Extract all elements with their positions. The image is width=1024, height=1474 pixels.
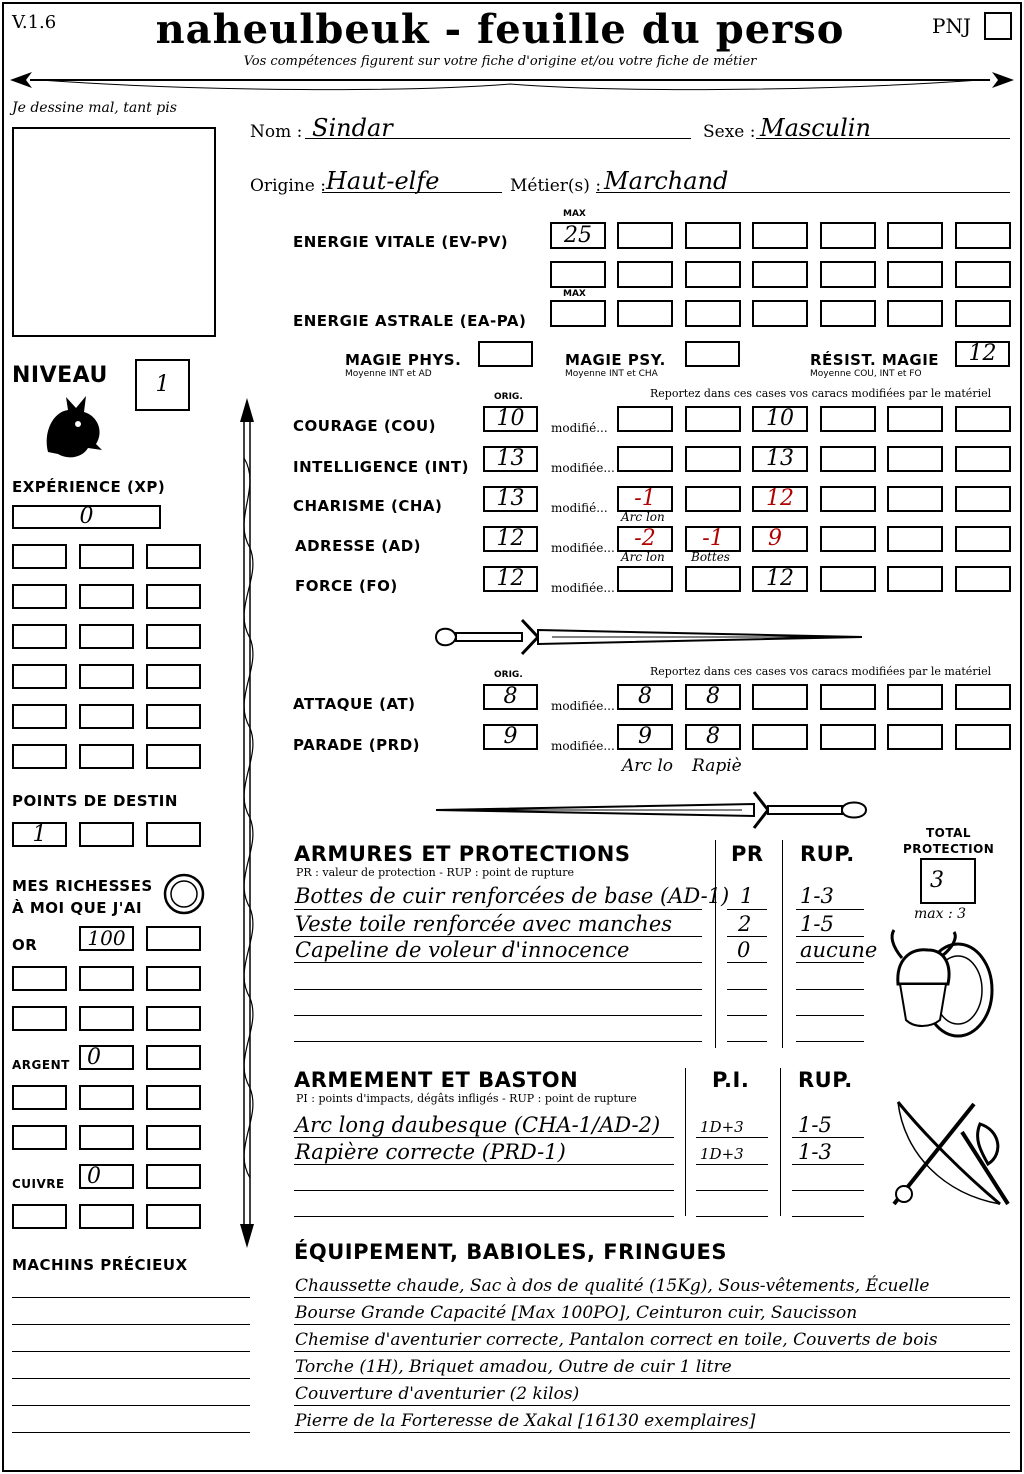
arme-name[interactable]: Arc long daubesque (CHA-1/AD-2) — [295, 1113, 661, 1137]
equipement-title: ÉQUIPEMENT, BABIOLES, FRINGUES — [294, 1240, 727, 1264]
machins-label: MACHINS PRÉCIEUX — [12, 1256, 188, 1274]
or-box[interactable] — [146, 926, 201, 951]
armures-rup-header: RUP. — [800, 842, 855, 866]
argent-box[interactable] — [79, 1045, 134, 1070]
richesses-label-2: À MOI QUE J'AI — [12, 899, 143, 917]
combat-note-1: Arc lo — [622, 756, 673, 776]
fo-mod-box[interactable] — [887, 566, 943, 592]
xp-box[interactable] — [12, 544, 67, 569]
total-protection-label-2: PROTECTION — [903, 842, 995, 856]
ev-box[interactable] — [752, 261, 808, 288]
ad-mod-label: modifiée... — [551, 541, 615, 555]
arme-line — [792, 1164, 864, 1165]
xp-box[interactable] — [79, 704, 134, 729]
cuivre-value: 0 — [87, 1164, 101, 1189]
armure-pr[interactable]: 2 — [738, 912, 752, 936]
cou-mod-box[interactable] — [887, 406, 943, 432]
sexe-label: Sexe : — [703, 122, 756, 142]
prd-mod-box[interactable] — [617, 724, 673, 750]
or-value: 100 — [87, 926, 126, 950]
cuivre-box[interactable] — [79, 1164, 134, 1189]
cha-mod-box[interactable] — [685, 486, 741, 512]
ev-box[interactable] — [752, 222, 808, 249]
armure-pr[interactable]: 1 — [740, 884, 754, 908]
ad-mod2-value: -1 — [702, 526, 724, 551]
spear-divider-icon — [10, 66, 1014, 96]
argent-box[interactable] — [12, 1125, 67, 1150]
ad-mod-box[interactable] — [617, 526, 673, 552]
xp-box[interactable] — [146, 704, 201, 729]
cou-mod-box[interactable] — [955, 406, 1011, 432]
fo-mod-box[interactable] — [955, 566, 1011, 592]
resist-magie-box[interactable] — [955, 341, 1010, 367]
cha-mod1-note: Arc lon — [621, 510, 665, 524]
ev-box[interactable] — [820, 261, 876, 288]
machins-line — [12, 1351, 250, 1352]
ea-box[interactable] — [752, 300, 808, 327]
or-box[interactable] — [146, 966, 201, 991]
total-protection-value: 3 — [930, 868, 944, 893]
int-final-value: 13 — [766, 446, 794, 471]
argent-box[interactable] — [146, 1085, 201, 1110]
armures-col-divider — [782, 840, 783, 1048]
armure-line — [796, 962, 864, 963]
origine-line — [322, 192, 502, 193]
arme-line — [294, 1164, 674, 1165]
report-note: Reportez dans ces cases vos caracs modifiées par le matériel — [650, 387, 992, 400]
arme-line — [294, 1137, 674, 1138]
armure-rup[interactable]: aucune — [800, 938, 878, 962]
cou-mod-box[interactable] — [820, 406, 876, 432]
prd-mod2-value: 8 — [706, 724, 720, 749]
ad-label: ADRESSE (AD) — [295, 537, 422, 555]
machins-line — [12, 1378, 250, 1379]
destin-box[interactable] — [79, 822, 134, 847]
magie-phys-box[interactable] — [478, 341, 533, 367]
at-mod-box[interactable] — [820, 684, 876, 710]
cou-orig-value: 10 — [496, 406, 525, 431]
magie-psy-note: Moyenne INT et CHA — [565, 369, 658, 379]
arme-line — [792, 1216, 864, 1217]
armure-name[interactable]: Bottes de cuir renforcées de base (AD-1) — [295, 884, 730, 908]
armure-line — [294, 936, 702, 937]
arme-line — [792, 1190, 864, 1191]
armure-line — [294, 909, 702, 910]
cha-label: CHARISME (CHA) — [293, 497, 443, 515]
ea-box[interactable] — [955, 300, 1011, 327]
ad-mod1-note: Arc lon — [621, 550, 665, 564]
armement-rup-header: RUP. — [798, 1068, 853, 1092]
at-mod-box[interactable] — [617, 684, 673, 710]
ad-orig-value: 12 — [496, 526, 525, 551]
armure-line — [294, 989, 702, 990]
prd-mod-box[interactable] — [820, 724, 876, 750]
armure-line — [727, 962, 767, 963]
niveau-box[interactable] — [135, 359, 190, 411]
nom-line — [305, 138, 691, 139]
arme-line — [696, 1216, 768, 1217]
at-mod-box[interactable] — [685, 684, 741, 710]
cou-mod-label: modifié... — [551, 421, 608, 435]
at-mod-box[interactable] — [955, 684, 1011, 710]
ad-mod-box[interactable] — [887, 526, 943, 552]
ev-box[interactable] — [887, 222, 943, 249]
armure-rup[interactable]: 1-5 — [800, 912, 834, 936]
page-subtitle: Vos compétences figurent sur votre fiche d'origine et/ou votre fiche de métier — [243, 54, 757, 69]
destin-label: POINTS DE DESTIN — [12, 792, 178, 810]
combat-report-note: Reportez dans ces cases vos caracs modifiées par le matériel — [650, 665, 992, 678]
or-box[interactable] — [79, 1006, 134, 1031]
sexe-line — [756, 138, 1010, 139]
argent-box[interactable] — [12, 1085, 67, 1110]
or-box[interactable] — [12, 1006, 67, 1031]
orig-label: ORIG. — [494, 392, 523, 402]
argent-box[interactable] — [79, 1085, 134, 1110]
ea-box[interactable] — [685, 300, 741, 327]
cha-mod-box[interactable] — [820, 486, 876, 512]
int-orig-value: 13 — [496, 446, 525, 471]
int-mod-label: modifiée... — [551, 461, 615, 475]
magie-psy-box[interactable] — [685, 341, 740, 367]
prd-orig-box[interactable] — [483, 724, 538, 750]
dragon-icon — [38, 392, 108, 462]
total-protection-label: TOTAL — [926, 826, 972, 840]
armure-pr[interactable]: 0 — [737, 938, 751, 962]
arme-line — [294, 1216, 674, 1217]
xp-box[interactable] — [79, 744, 134, 769]
ev-box[interactable] — [617, 261, 673, 288]
or-box[interactable] — [146, 1006, 201, 1031]
cuivre-box[interactable] — [146, 1164, 201, 1189]
ea-max-box[interactable] — [550, 300, 606, 327]
origine-value[interactable]: Haut-elfe — [326, 167, 440, 195]
resist-magie-label: RÉSIST. MAGIE — [810, 351, 940, 369]
equipement-line[interactable]: Pierre de la Forteresse de Xakal [16130 exemplaires] — [295, 1411, 756, 1431]
cha-mod-box[interactable] — [617, 486, 673, 512]
xp-label: EXPÉRIENCE (XP) — [12, 478, 166, 496]
ev-box[interactable] — [550, 261, 606, 288]
portrait-caption: Je dessine mal, tant pis — [12, 100, 177, 116]
equipement-rule — [294, 1297, 1010, 1298]
staff-icon — [232, 398, 262, 1248]
xp-box[interactable] — [12, 744, 67, 769]
ev-box[interactable] — [955, 222, 1011, 249]
origine-label: Origine : — [250, 176, 326, 196]
ev-box[interactable] — [820, 222, 876, 249]
armures-pr-header: PR — [731, 842, 764, 866]
argent-box[interactable] — [146, 1045, 201, 1070]
or-box[interactable] — [79, 966, 134, 991]
armures-col-divider — [715, 840, 716, 1048]
or-label: OR — [12, 936, 38, 954]
xp-box[interactable] — [146, 624, 201, 649]
armure-rup[interactable]: 1-3 — [800, 884, 834, 908]
sexe-value[interactable]: Masculin — [760, 114, 871, 142]
ev-label: ENERGIE VITALE (EV-PV) — [293, 233, 509, 251]
metier-value[interactable]: Marchand — [604, 167, 729, 195]
armures-title: ARMURES ET PROTECTIONS — [294, 842, 631, 866]
combat-note-2: Rapiè — [692, 756, 742, 776]
armure-name[interactable]: Veste toile renforcée avec manches — [295, 912, 673, 936]
at-mod1-value: 8 — [638, 684, 652, 709]
prd-mod-box[interactable] — [887, 724, 943, 750]
version-label: V.1.6 — [12, 12, 57, 33]
at-orig-box[interactable] — [483, 684, 538, 710]
equipement-line[interactable]: Couverture d'aventurier (2 kilos) — [295, 1384, 580, 1404]
fo-mod-box[interactable] — [685, 566, 741, 592]
int-mod-box[interactable] — [617, 446, 673, 472]
ad-mod-box[interactable] — [685, 526, 741, 552]
cuivre-box[interactable] — [79, 1204, 134, 1229]
fo-orig-box[interactable] — [483, 566, 538, 592]
armure-line — [727, 936, 767, 937]
ev-max-label: MAX — [563, 209, 586, 219]
or-box[interactable] — [12, 966, 67, 991]
equipement-line[interactable]: Chemise d'aventurier correcte, Pantalon correct en toile, Couverts de bois — [295, 1330, 938, 1350]
armement-note: PI : points d'impacts, dégâts infligés - RUP : point de rupture — [296, 1092, 637, 1105]
machins-line — [12, 1324, 250, 1325]
xp-box[interactable] — [79, 664, 134, 689]
int-mod-box[interactable] — [685, 446, 741, 472]
armement-pi-header: P.I. — [712, 1068, 750, 1092]
fo-mod-box[interactable] — [617, 566, 673, 592]
cha-final-value: 12 — [766, 486, 794, 511]
arme-pi[interactable]: 1D+3 — [700, 1145, 744, 1163]
magie-psy-label: MAGIE PSY. — [565, 351, 666, 369]
fo-mod-label: modifiée... — [551, 581, 615, 595]
argent-box[interactable] — [146, 1125, 201, 1150]
or-box[interactable] — [79, 926, 134, 951]
machins-line — [12, 1432, 250, 1433]
ev-box[interactable] — [617, 222, 673, 249]
arme-rup[interactable]: 1-5 — [798, 1113, 832, 1137]
magie-phys-note: Moyenne INT et AD — [345, 369, 432, 379]
armure-line — [294, 1015, 702, 1016]
xp-box[interactable] — [146, 544, 201, 569]
arme-line — [792, 1137, 864, 1138]
int-mod-box[interactable] — [955, 446, 1011, 472]
at-mod2-value: 8 — [706, 684, 720, 709]
equipement-rule — [294, 1324, 1010, 1325]
argent-box[interactable] — [79, 1125, 134, 1150]
cuivre-box[interactable] — [12, 1204, 67, 1229]
arme-line — [696, 1137, 768, 1138]
ea-box[interactable] — [820, 300, 876, 327]
total-protection-max: max : 3 — [914, 906, 967, 922]
pnj-checkbox[interactable] — [984, 12, 1012, 40]
int-mod-box[interactable] — [887, 446, 943, 472]
nom-label: Nom : — [250, 122, 303, 142]
fo-mod-box[interactable] — [820, 566, 876, 592]
arme-line — [294, 1190, 674, 1191]
pnj-label: PNJ — [932, 14, 971, 38]
ea-max-label: MAX — [563, 289, 586, 299]
armement-col-divider — [780, 1068, 781, 1216]
ev-max-box[interactable] — [550, 222, 606, 249]
page-title: naheulbeuk - feuille du perso — [155, 6, 845, 53]
metier-label: Métier(s) : — [510, 176, 602, 196]
equipement-line[interactable]: Torche (1H), Briquet amadou, Outre de cuir 1 litre — [295, 1357, 732, 1377]
nom-value[interactable]: Sindar — [312, 114, 393, 142]
magie-phys-label: MAGIE PHYS. — [345, 351, 462, 369]
weapons-icon — [884, 1094, 1010, 1216]
armure-line — [727, 909, 767, 910]
combat-orig-label: ORIG. — [494, 670, 523, 680]
fo-final-value: 12 — [766, 566, 794, 591]
sword-icon — [432, 788, 872, 832]
int-mod-box[interactable] — [820, 446, 876, 472]
armures-note: PR : valeur de protection - RUP : point de rupture — [296, 866, 574, 879]
coin-icon — [162, 872, 206, 916]
machins-line — [12, 1405, 250, 1406]
cha-mod-label: modifié... — [551, 501, 608, 515]
cou-orig-box[interactable] — [483, 406, 538, 432]
arme-line — [696, 1164, 768, 1165]
ad-final-value: 9 — [768, 526, 782, 551]
cha-final-box[interactable] — [752, 486, 808, 512]
xp-value: 0 — [79, 504, 94, 529]
ev-box[interactable] — [685, 222, 741, 249]
cou-mod-box[interactable] — [685, 406, 741, 432]
fo-label: FORCE (FO) — [295, 577, 398, 595]
cou-final-box[interactable] — [752, 406, 808, 432]
argent-label: ARGENT — [12, 1058, 70, 1072]
at-mod-box[interactable] — [887, 684, 943, 710]
armure-line — [796, 936, 864, 937]
equipement-rule — [294, 1432, 1010, 1433]
equipement-line[interactable]: Bourse Grande Capacité [Max 100PO], Ceinturon cuir, Saucisson — [295, 1303, 858, 1323]
ad-mod2-note: Bottes — [691, 550, 730, 564]
int-label: INTELLIGENCE (INT) — [293, 458, 469, 476]
int-orig-box[interactable] — [483, 446, 538, 472]
cha-orig-box[interactable] — [483, 486, 538, 512]
prd-mod-box[interactable] — [685, 724, 741, 750]
cou-mod-box[interactable] — [617, 406, 673, 432]
prd-label: PARADE (PRD) — [293, 736, 421, 754]
prd-mod-label: modifiée... — [551, 739, 615, 753]
arme-line — [696, 1190, 768, 1191]
xp-box[interactable] — [12, 584, 67, 609]
ad-final-box[interactable] — [752, 526, 808, 552]
equipement-line[interactable]: Chaussette chaude, Sac à dos de qualité (15Kg), Sous-vêtements, Écuelle — [295, 1276, 930, 1296]
xp-box[interactable] — [12, 664, 67, 689]
cha-mod-box[interactable] — [887, 486, 943, 512]
armure-line — [796, 909, 864, 910]
ad-mod-box[interactable] — [955, 526, 1011, 552]
armure-line — [796, 1015, 864, 1016]
armement-col-divider — [685, 1068, 686, 1216]
arme-pi[interactable]: 1D+3 — [700, 1118, 744, 1136]
ad-mod1-value: -2 — [634, 526, 656, 551]
arme-rup[interactable]: 1-3 — [798, 1140, 832, 1164]
at-orig-value: 8 — [503, 684, 518, 709]
niveau-value: 1 — [155, 372, 170, 397]
machins-line — [12, 1297, 250, 1298]
ea-label: ENERGIE ASTRALE (EA-PA) — [293, 312, 527, 330]
xp-box[interactable] — [146, 744, 201, 769]
armure-line — [727, 989, 767, 990]
ev-box[interactable] — [887, 261, 943, 288]
at-mod-label: modifiée... — [551, 699, 615, 713]
int-final-box[interactable] — [752, 446, 808, 472]
ev-box[interactable] — [685, 261, 741, 288]
at-label: ATTAQUE (AT) — [293, 695, 416, 713]
prd-orig-value: 9 — [503, 724, 518, 749]
xp-box[interactable] — [12, 505, 161, 529]
xp-box[interactable] — [79, 544, 134, 569]
total-protection-box[interactable] — [920, 858, 976, 904]
destin-box[interactable] — [12, 822, 67, 847]
fo-final-box[interactable] — [752, 566, 808, 592]
ea-box[interactable] — [887, 300, 943, 327]
ev-box[interactable] — [955, 261, 1011, 288]
equipement-rule — [294, 1378, 1010, 1379]
cha-orig-value: 13 — [496, 486, 525, 511]
cou-label: COURAGE (COU) — [293, 417, 437, 435]
equipement-rule — [294, 1351, 1010, 1352]
arme-name[interactable]: Rapière correcte (PRD-1) — [295, 1140, 566, 1164]
armure-line — [727, 1041, 767, 1042]
helmet-shield-icon — [888, 928, 1000, 1044]
at-mod-box[interactable] — [752, 684, 808, 710]
niveau-label: NIVEAU — [12, 363, 108, 388]
armure-line — [727, 1015, 767, 1016]
ea-box[interactable] — [617, 300, 673, 327]
xp-box[interactable] — [146, 584, 201, 609]
prd-mod-box[interactable] — [955, 724, 1011, 750]
prd-mod1-value: 9 — [638, 724, 652, 749]
cou-final-value: 10 — [766, 406, 794, 431]
xp-box[interactable] — [79, 584, 134, 609]
sword-icon — [432, 612, 872, 662]
xp-box[interactable] — [146, 664, 201, 689]
equipement-rule — [294, 1405, 1010, 1406]
armure-line — [796, 989, 864, 990]
argent-value: 0 — [87, 1045, 101, 1070]
cha-mod1-value: -1 — [634, 486, 656, 511]
xp-box[interactable] — [79, 624, 134, 649]
cuivre-label: CUIVRE — [12, 1177, 65, 1191]
armement-title: ARMEMENT ET BASTON — [294, 1068, 579, 1092]
ev-max-value: 25 — [564, 223, 592, 248]
xp-box[interactable] — [12, 624, 67, 649]
ad-orig-box[interactable] — [483, 526, 538, 552]
destin-value: 1 — [32, 822, 47, 847]
armure-line — [294, 1041, 702, 1042]
richesses-label: MES RICHESSES — [12, 877, 153, 895]
prd-mod-box[interactable] — [752, 724, 808, 750]
armure-name[interactable]: Capeline de voleur d'innocence — [295, 938, 630, 962]
destin-box[interactable] — [146, 822, 201, 847]
cuivre-box[interactable] — [146, 1204, 201, 1229]
fo-orig-value: 12 — [496, 566, 525, 591]
metier-line — [596, 192, 1010, 193]
armure-line — [294, 962, 702, 963]
portrait-box[interactable] — [12, 127, 216, 337]
resist-magie-value: 12 — [968, 341, 997, 366]
cha-mod-box[interactable] — [955, 486, 1011, 512]
ad-mod-box[interactable] — [820, 526, 876, 552]
resist-magie-note: Moyenne COU, INT et FO — [810, 369, 922, 379]
xp-box[interactable] — [12, 704, 67, 729]
armure-line — [796, 1041, 864, 1042]
